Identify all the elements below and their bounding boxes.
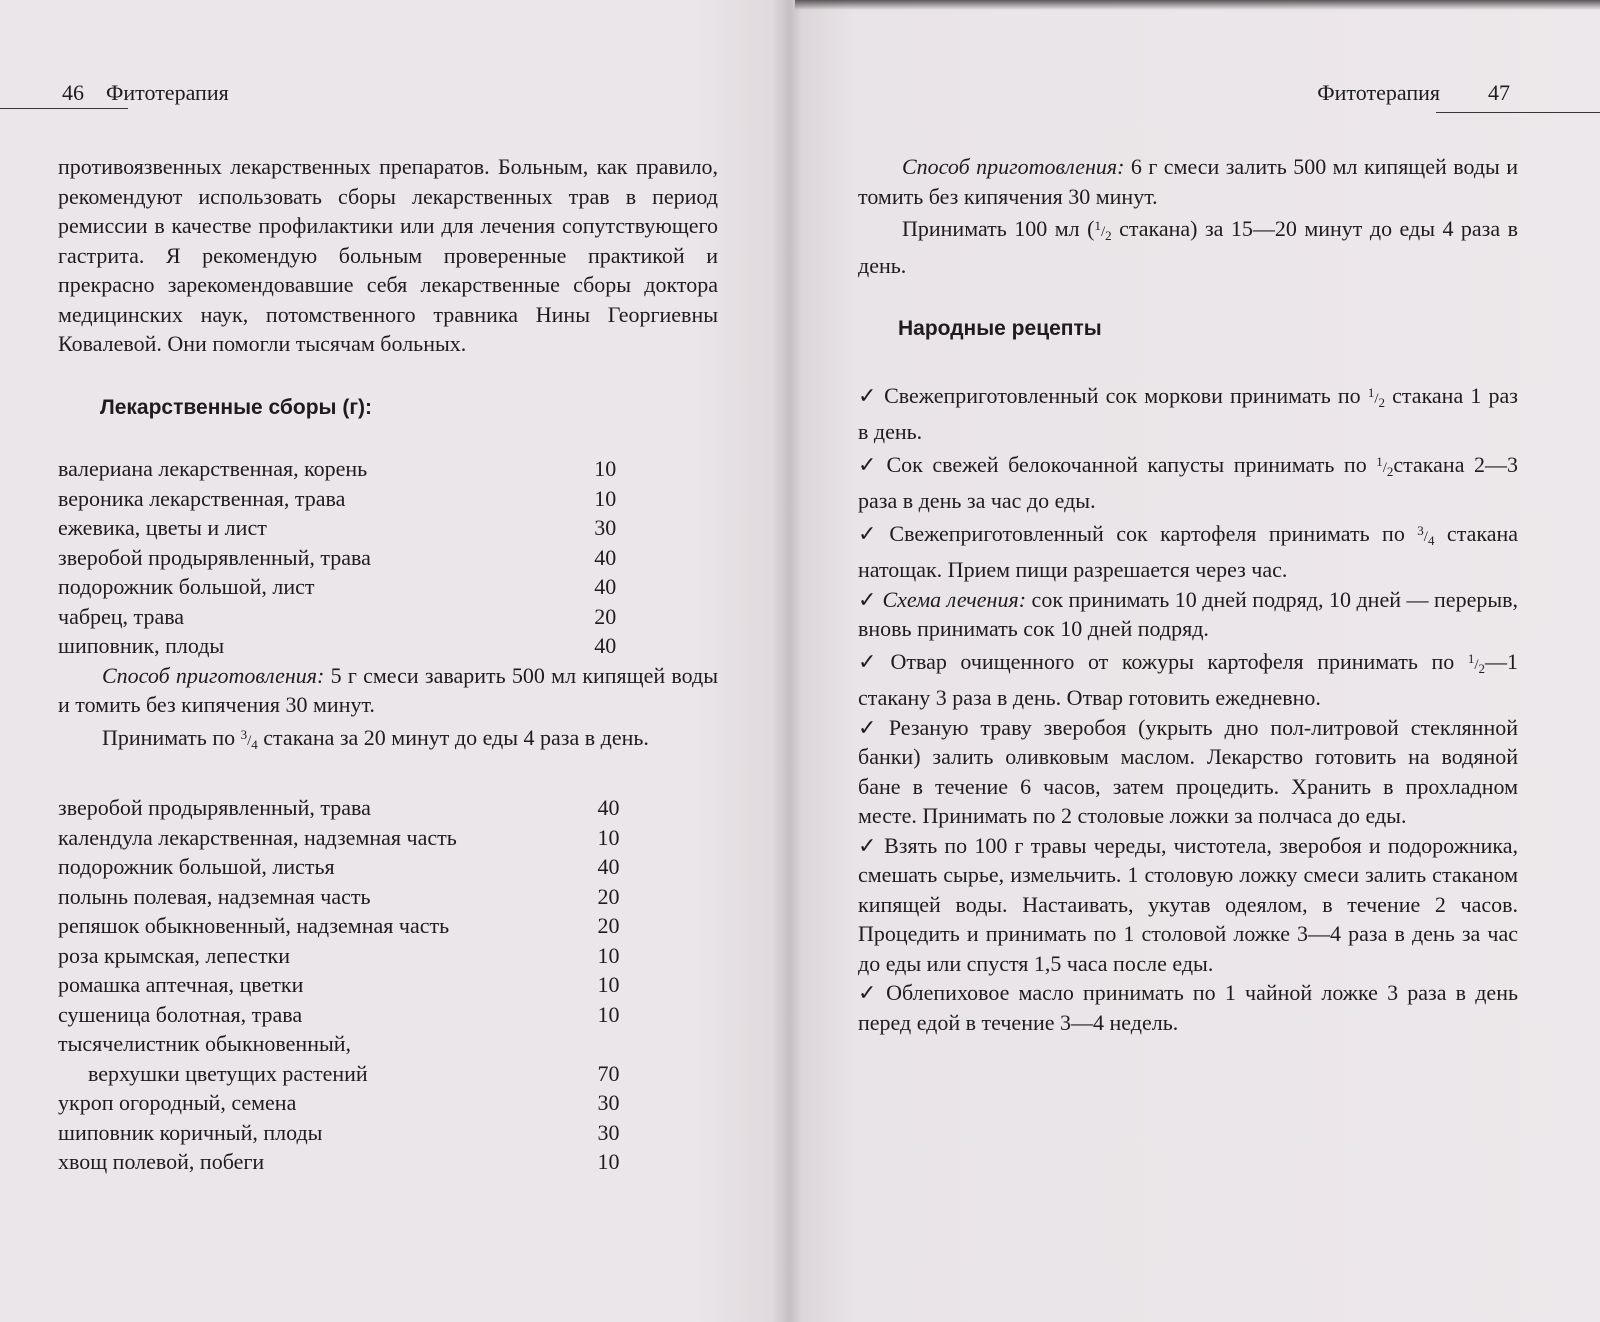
herb-amount: 40 xyxy=(597,854,620,879)
folk-recipe-6 xyxy=(858,713,1518,831)
dose-1-fraction: $^3/_4$ xyxy=(240,726,258,752)
dose-2-fraction: $^1/_2$ xyxy=(1094,218,1112,243)
recipe-1-fraction: $^1/_2$ xyxy=(1367,384,1385,410)
recipe-1-num: 1 xyxy=(1367,384,1375,400)
herb-name: чабрец, трава xyxy=(58,603,185,629)
recipe-5-fraction: $^1/_2$ xyxy=(1467,650,1485,676)
check-icon: ✓ xyxy=(858,520,884,546)
herb-amount: 20 xyxy=(597,913,620,938)
recipe-3-b: стакана натощак. Прием пищи разрешается через час. xyxy=(858,520,1519,582)
dose-1-paragraph xyxy=(58,720,718,760)
herb-name: укроп огородный, семена xyxy=(58,1090,297,1115)
herb-amount: 10 xyxy=(594,485,617,511)
right-column xyxy=(858,152,1518,1037)
method-2-text: 6 г смеси залить 500 мл кипящей воды и томить без кипячения 30 минут. xyxy=(858,154,1518,209)
gutter-shadow xyxy=(772,0,802,1322)
herb-name: зверобой продырявленный, трава xyxy=(58,544,371,570)
herb-name: роза крымская, лепестки xyxy=(58,942,291,968)
herb-row xyxy=(58,1029,658,1059)
recipe-2-fraction: $^1/_2$ xyxy=(1376,453,1394,479)
herb-amount xyxy=(597,1029,658,1059)
dose-2-paragraph xyxy=(858,211,1518,280)
recipe-5-num: 1 xyxy=(1467,650,1475,666)
recipe-4-b: сок принимать 10 дней подряд, 10 дней — перерыв, вновь принимать сок 10 дней подряд. xyxy=(858,586,1518,641)
herb-row xyxy=(58,543,658,573)
recipe-5-b: —1 стакану 3 раза в день. Отвар готовить ежедневно. xyxy=(858,648,1518,710)
herb-amount: 40 xyxy=(594,574,617,599)
recipe-4-label: Схема лечения: xyxy=(882,586,1027,612)
herb-amount: 40 xyxy=(597,795,620,820)
dose-2-post: стакана) за 15—20 минут до еды 4 раза в день. xyxy=(858,216,1518,278)
herb-row xyxy=(58,852,658,882)
herb-name: ромашка аптечная, цветки xyxy=(58,972,304,997)
herb-name: вероника лекарственная, трава xyxy=(58,485,346,511)
herb-name: ежевика, цветы и лист xyxy=(58,515,267,540)
recipe-3-fraction: $^3/_4$ xyxy=(1417,522,1435,548)
dose-1-frac-num: 3 xyxy=(240,726,248,742)
herb-name: подорожник большой, лист xyxy=(58,574,315,599)
recipe-3-num: 3 xyxy=(1417,522,1424,538)
herb-name: шиповник коричный, плоды xyxy=(58,1119,323,1145)
herb-row xyxy=(58,1118,658,1148)
herb-row xyxy=(58,970,658,1000)
herb-row xyxy=(58,602,658,632)
herb-amount: 70 xyxy=(597,1060,620,1086)
herb-amount: 30 xyxy=(597,1090,620,1115)
method-2-label: Способ приготовления: xyxy=(902,154,1125,179)
herb-row xyxy=(58,631,658,661)
herb-name: валериана лекарственная, корень xyxy=(58,456,368,481)
check-icon: ✓ xyxy=(858,382,879,408)
collection-1-table xyxy=(58,454,658,661)
folk-recipe-8 xyxy=(858,978,1518,1037)
recipe-1-b: стакана 1 раз в день. xyxy=(858,382,1518,444)
herb-amount: 30 xyxy=(594,515,617,540)
dose-1-pre: Принимать по xyxy=(102,724,241,750)
right-page xyxy=(790,0,1600,1322)
herb-row xyxy=(58,823,658,853)
herb-name: шиповник, плоды xyxy=(58,633,225,658)
herb-row xyxy=(58,1088,658,1118)
header-rule-right xyxy=(1436,112,1600,113)
herb-row xyxy=(58,454,658,484)
method-1-label: Способ приготовления: xyxy=(102,662,325,688)
left-column xyxy=(58,152,718,1177)
herb-amount: 40 xyxy=(594,633,617,658)
herb-name: репяшок обыкновенный, надземная часть xyxy=(58,913,450,938)
check-icon: ✓ xyxy=(858,832,879,858)
herb-row xyxy=(58,911,658,941)
herb-name: сушеница болотная, трава xyxy=(58,1001,303,1027)
intro-paragraph: противоязвенных лекарственных препаратов. Больным, как правило, рекомендуют использовать сборы лекарственных трав в период ремиссии в качестве профилактики или для лечения сопутствующего гастрита. Я рекомендую больным проверенные практикой и прекрасно зарекомендовавшие себя лекарственные сборы доктора медицинских наук, потомственного травника Нины Георгиевны Ковалевой. Они помогли тысячам больных. xyxy=(58,154,718,356)
recipe-2-den: 2 xyxy=(1386,463,1394,479)
herb-name: календула лекарственная, надземная часть xyxy=(58,824,457,850)
herb-amount: 10 xyxy=(597,1149,620,1174)
herb-name: полынь полевая, надземная часть xyxy=(58,883,371,909)
method-2-paragraph xyxy=(858,152,1518,211)
herb-row xyxy=(58,941,658,971)
herb-amount: 10 xyxy=(594,456,617,481)
recipe-3-a: Свежеприготовленный сок картофеля принимать по xyxy=(889,520,1418,546)
recipe-1-den: 2 xyxy=(1378,394,1385,410)
herb-amount: 20 xyxy=(594,603,617,629)
herb-amount: 40 xyxy=(594,544,617,570)
herb-amount: 20 xyxy=(597,883,620,909)
herb-row xyxy=(58,513,658,543)
recipe-3-den: 4 xyxy=(1427,532,1435,548)
herb-row xyxy=(58,572,658,602)
folk-recipe-3 xyxy=(858,516,1518,585)
recipe-2-b: стакана 2—3 раза в день за час до еды. xyxy=(858,451,1518,513)
dose-1-frac-den: 4 xyxy=(251,736,258,752)
folk-recipe-7 xyxy=(858,831,1518,979)
method-1-text: 5 г смеси заварить 500 мл кипящей воды и томить без кипячения 30 минут. xyxy=(58,662,718,717)
recipe-5-a: Отвар очищенного от кожуры картофеля принимать по xyxy=(890,648,1468,674)
herb-name: верхушки цветущих растений xyxy=(88,1060,368,1086)
page-number-right: 47 xyxy=(1488,80,1510,105)
dose-1-post: стакана за 20 минут до еды 4 раза в день. xyxy=(257,724,649,750)
herb-amount: 10 xyxy=(597,972,620,997)
recipe-6-text: Резаную траву зверобоя (укрыть дно пол-литровой стеклянной банки) залить оливковым маслом. Лекарство готовить на водяной бане в течение 6 часов, затем процедить. Хранить в прохладном месте. Принимать по 2 столовые ложки за полчаса до еды. xyxy=(858,714,1518,828)
top-edge-shadow xyxy=(795,0,1600,10)
folk-recipe-2 xyxy=(858,447,1518,516)
herb-name: хвощ полевой, побеги xyxy=(58,1149,265,1174)
header-title-left: Фитотерапия xyxy=(106,80,229,105)
left-running-head xyxy=(62,78,229,108)
herb-name: подорожник большой, листья xyxy=(58,854,335,879)
page-number-left: 46 xyxy=(62,80,84,105)
check-icon: ✓ xyxy=(858,451,881,477)
check-icon: ✓ xyxy=(858,714,883,740)
right-running-head xyxy=(1317,78,1510,108)
herb-amount: 10 xyxy=(597,1001,620,1027)
folk-recipe-4 xyxy=(858,585,1518,644)
dose-2-pre: Принимать 100 мл ( xyxy=(902,216,1095,241)
herb-row xyxy=(58,1147,658,1177)
check-icon: ✓ xyxy=(858,586,877,612)
herb-row xyxy=(58,882,658,912)
left-page xyxy=(0,0,790,1322)
herb-row xyxy=(58,484,658,514)
herb-row xyxy=(58,1059,658,1089)
check-icon: ✓ xyxy=(858,980,881,1005)
herb-row xyxy=(58,1000,658,1030)
collection-2-table xyxy=(58,793,658,1177)
method-1-paragraph xyxy=(58,661,718,720)
folk-heading: Народные рецепты xyxy=(898,317,1102,340)
collection-heading: Лекарственные сборы (г): xyxy=(100,395,373,419)
header-title-right: Фитотерапия xyxy=(1317,80,1440,105)
recipe-8-text: Облепиховое масло принимать по 1 чайной ложке 3 раза в день перед едой в течение 3—4 недель. xyxy=(858,980,1519,1035)
recipe-1-a: Свежеприготовленный сок моркови принимать по xyxy=(884,382,1368,408)
recipe-5-den: 2 xyxy=(1478,660,1485,676)
folk-recipe-1 xyxy=(858,378,1518,447)
folk-recipe-5 xyxy=(858,644,1518,713)
recipe-7-text: Взять по 100 г травы череды, чистотела, зверобоя и подорожника, смешать сырье, измельчить. 1 столовую ложку смеси залить стаканом кипящей воды. Настаивать, укутав одеялом, в течение 2 часов. Процедить и принимать по 1 столовой ложке 3—4 раза в день за час до еды или спустя 1,5 часа после еды. xyxy=(858,832,1518,976)
herb-name: тысячелистник обыкновенный, xyxy=(58,1031,352,1056)
herb-amount: 10 xyxy=(597,824,620,850)
recipe-2-num: 1 xyxy=(1376,453,1383,469)
herb-row xyxy=(58,793,658,823)
herb-amount: 10 xyxy=(597,942,620,968)
recipe-2-a: Сок свежей белокочанной капусты принимать по xyxy=(886,451,1377,477)
dose-2-frac-den: 2 xyxy=(1105,228,1112,243)
header-rule-left-a xyxy=(0,108,128,109)
herb-amount: 30 xyxy=(597,1119,620,1145)
herb-name: зверобой продырявленный, трава xyxy=(58,795,371,820)
dose-2-frac-num: 1 xyxy=(1094,218,1101,233)
check-icon: ✓ xyxy=(858,648,885,674)
